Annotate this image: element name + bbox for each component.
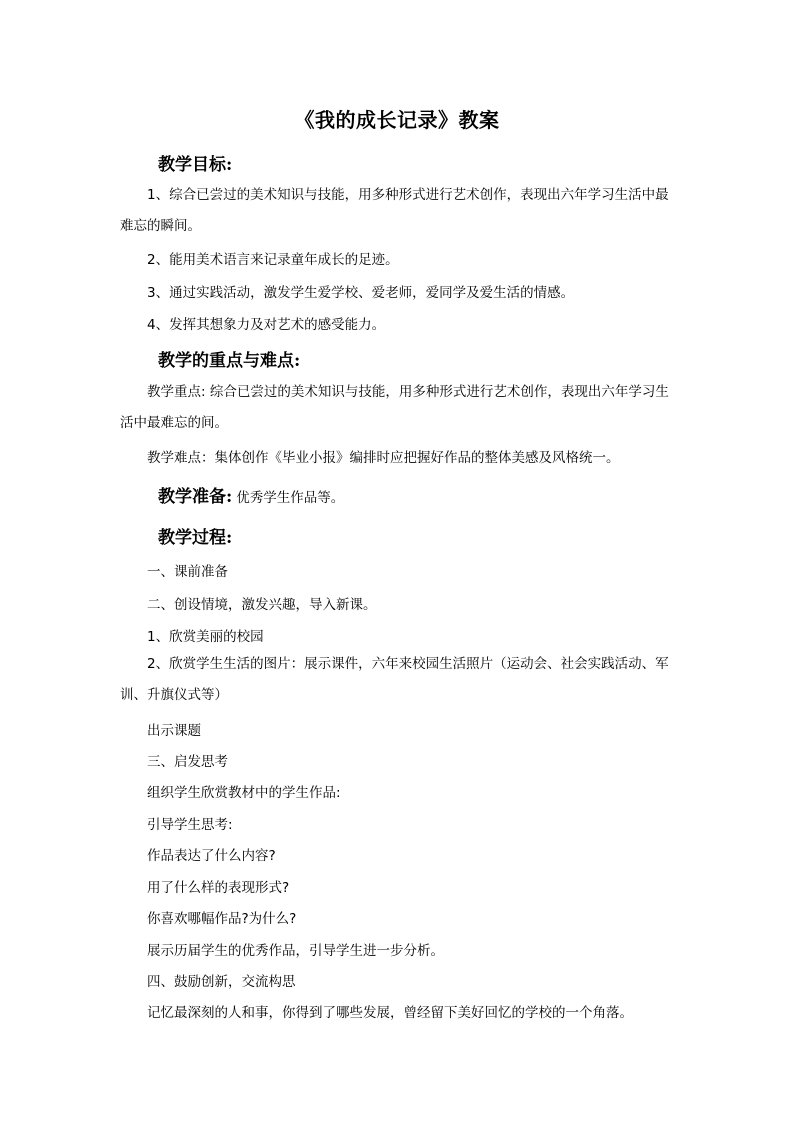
- heading-process: 教学过程:: [158, 528, 233, 548]
- process-line-8: 引导学生思考:: [147, 817, 233, 833]
- process-line-4: 2、欣赏学生生活的图片：展示课件，六年来校园生活照片（运动会、社会实践活动、军训、升旗仪式等）: [120, 656, 669, 703]
- process-line-12: 展示历届学生的优秀作品，引导学生进一步分析。: [147, 943, 444, 959]
- heading-teaching-goals: 教学目标:: [158, 155, 233, 175]
- process-line-6: 三、启发思考: [147, 754, 228, 770]
- goal-item-3: 3、通过实践活动，激发学生爱学校、爱老师，爱同学及爱生活的情感。: [147, 285, 575, 301]
- process-line-1: 一、课前准备: [147, 564, 228, 580]
- heading-preparation: [158, 482, 344, 507]
- preparation-text: 优秀学生作品等。: [236, 490, 345, 506]
- document-title: 《我的成长记录》教案: [294, 108, 500, 132]
- goal-item-4: 4、发挥其想象力及对艺术的感受能力。: [147, 317, 386, 333]
- preparation-heading-label: 教学准备:: [158, 487, 233, 507]
- goal-item-2: 2、能用美术语言来记录童年成长的足迹。: [147, 252, 399, 268]
- process-line-9: 作品表达了什么内容?: [147, 848, 276, 864]
- goal-item-1: 1、综合已尝过的美术知识与技能，用多种形式进行艺术创作，表现出六年学习生活中最难忘的瞬间。: [120, 187, 669, 234]
- process-line-10: 用了什么样的表现形式?: [147, 880, 290, 896]
- key-point-focus: 教学重点: 综合已尝过的美术知识与技能，用多种形式进行艺术创作，表现出六年学习生活中最难忘的间。: [120, 384, 669, 431]
- process-line-11: 你喜欢哪幅作品?为什么?: [147, 911, 297, 927]
- process-line-5: 出示课题: [147, 723, 201, 739]
- process-line-3: 1、欣赏美丽的校园: [147, 629, 264, 645]
- process-line-7: 组织学生欣赏教材中的学生作品:: [147, 785, 341, 801]
- heading-key-points: 教学的重点与难点:: [158, 351, 301, 371]
- key-point-difficulty: 教学难点：集体创作《毕业小报》编排时应把握好作品的整体美感及风格统一。: [147, 450, 620, 466]
- process-line-2: 二、创设情境，激发兴趣，导入新课。: [147, 597, 377, 613]
- process-line-14: 记忆最深刻的人和事，你得到了哪些发展，曾经留下美好回忆的学校的一个角落。: [147, 1005, 633, 1021]
- process-line-13: 四、鼓励创新，交流构思: [147, 974, 296, 990]
